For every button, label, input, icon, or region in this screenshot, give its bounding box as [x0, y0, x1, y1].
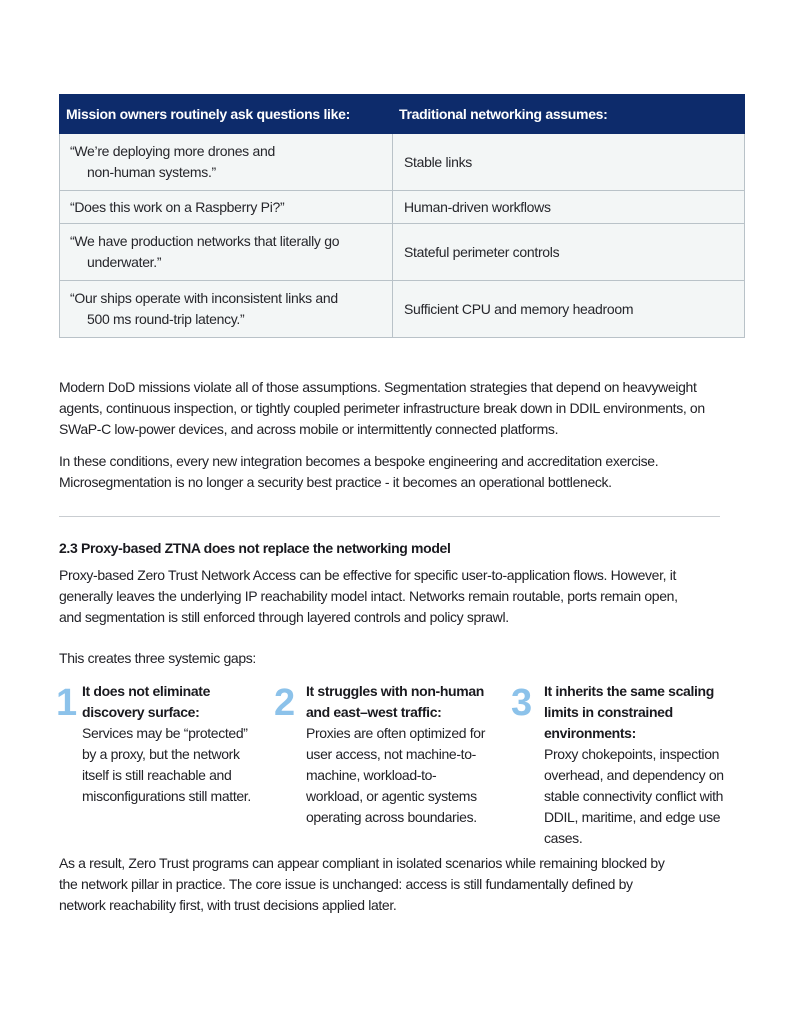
gap-text	[82, 681, 260, 807]
gap-number: 3	[511, 682, 533, 724]
gap-description: Proxy chokepoints, inspection overhead, and dependency on stable connectivity conflict with DDIL, maritime, and edge use cases.	[544, 746, 724, 846]
gap-title: It does not eliminate discovery surface:	[82, 683, 211, 720]
paragraph-three-gaps-intro: This creates three systemic gaps:	[59, 650, 256, 666]
gap-description: Services may be “protected” by a proxy, but the network itself is still reachable and misconfigurations still matter.	[82, 725, 251, 804]
question-line: “Does this work on a Raspberry Pi?”	[70, 198, 285, 215]
table-header-assumptions: Traditional networking assumes:	[393, 95, 745, 134]
question-cell	[60, 134, 393, 191]
section-divider	[59, 516, 720, 517]
table-header-row	[60, 95, 745, 134]
paragraph-proxy-ztna: Proxy-based Zero Trust Network Access can be effective for specific user-to-application flows. However, it generally leaves the underlying IP reachability model intact. Networks remain routable, ports remain open, and segmentation is still enforced through layered controls and policy sprawl.	[59, 567, 678, 625]
gap-number: 2	[274, 682, 296, 724]
assumption-cell: Sufficient CPU and memory headroom	[393, 281, 745, 338]
paragraph-conditions: In these conditions, every new integration becomes a bespoke engineering and accreditation exercise. Microsegmentation is no longer a security best practice - it becomes an operational bottleneck.	[59, 453, 659, 490]
gap-description: Proxies are often optimized for user access, not machine-to-machine, workload-to-workload, or agentic systems operating across boundaries.	[306, 725, 486, 825]
question-line: “We have production networks that literally go	[70, 233, 340, 249]
gap-title: It inherits the same scaling limits in constrained environments:	[544, 683, 714, 741]
assumption-cell: Stateful perimeter controls	[393, 224, 745, 281]
gap-text	[544, 681, 749, 849]
assumptions-table	[59, 94, 745, 338]
table-header-questions: Mission owners routinely ask questions like:	[60, 95, 393, 134]
question-line: “Our ships operate with inconsistent links and	[70, 290, 338, 306]
table-row	[60, 191, 745, 224]
table-row	[60, 224, 745, 281]
question-cell	[60, 191, 393, 224]
question-line: non-human systems.”	[87, 164, 216, 180]
gap-number: 1	[56, 682, 78, 724]
section-heading: 2.3 Proxy-based ZTNA does not replace the networking model	[59, 540, 451, 556]
question-line: 500 ms round-trip latency.”	[87, 311, 245, 327]
table-row	[60, 281, 745, 338]
paragraph-conclusion: As a result, Zero Trust programs can appear compliant in isolated scenarios while remaining blocked by the network pillar in practice. The core issue is unchanged: access is still fundamentally defined by network reachability first, with trust decisions applied later.	[59, 855, 665, 913]
gap-title: It struggles with non-human and east–west traffic:	[306, 683, 484, 720]
paragraph-dod-missions: Modern DoD missions violate all of those assumptions. Segmentation strategies that depend on heavyweight agents, continuous inspection, or tightly coupled perimeter infrastructure break down in DDIL environments, on SWaP-C low-power devices, and across mobile or intermittently connected platforms.	[59, 379, 705, 437]
assumption-cell: Stable links	[393, 134, 745, 191]
question-line: “We’re deploying more drones and	[70, 143, 275, 159]
question-line: underwater.”	[87, 254, 162, 270]
question-cell	[60, 281, 393, 338]
table-row	[60, 134, 745, 191]
question-cell	[60, 224, 393, 281]
assumption-cell: Human-driven workflows	[393, 191, 745, 224]
gap-text	[306, 681, 486, 828]
